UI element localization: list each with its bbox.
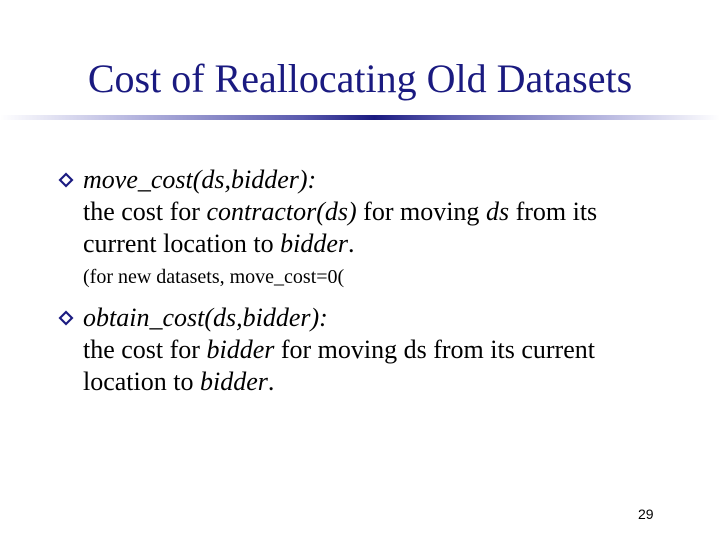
- page-number: 29: [638, 506, 654, 522]
- title-divider: [0, 115, 720, 120]
- bullet-note: (for new datasets, move_cost=0(: [83, 266, 345, 288]
- diamond-bullet-icon: [58, 310, 74, 326]
- slide-title: Cost of Reallocating Old Datasets: [87, 56, 633, 101]
- bullet-description-line: location to bidder.: [83, 367, 275, 396]
- diamond-bullet-icon: [58, 172, 74, 188]
- bullet-description-line: the cost for bidder for moving ds from its current: [83, 335, 595, 364]
- bullet-description-line: current location to bidder.: [83, 229, 355, 258]
- bullet-heading: move_cost(ds,bidder):: [83, 165, 317, 194]
- bullet-heading: obtain_cost(ds,bidder):: [83, 303, 328, 332]
- bullet-description-line: the cost for contractor(ds) for moving ds from its: [83, 197, 598, 226]
